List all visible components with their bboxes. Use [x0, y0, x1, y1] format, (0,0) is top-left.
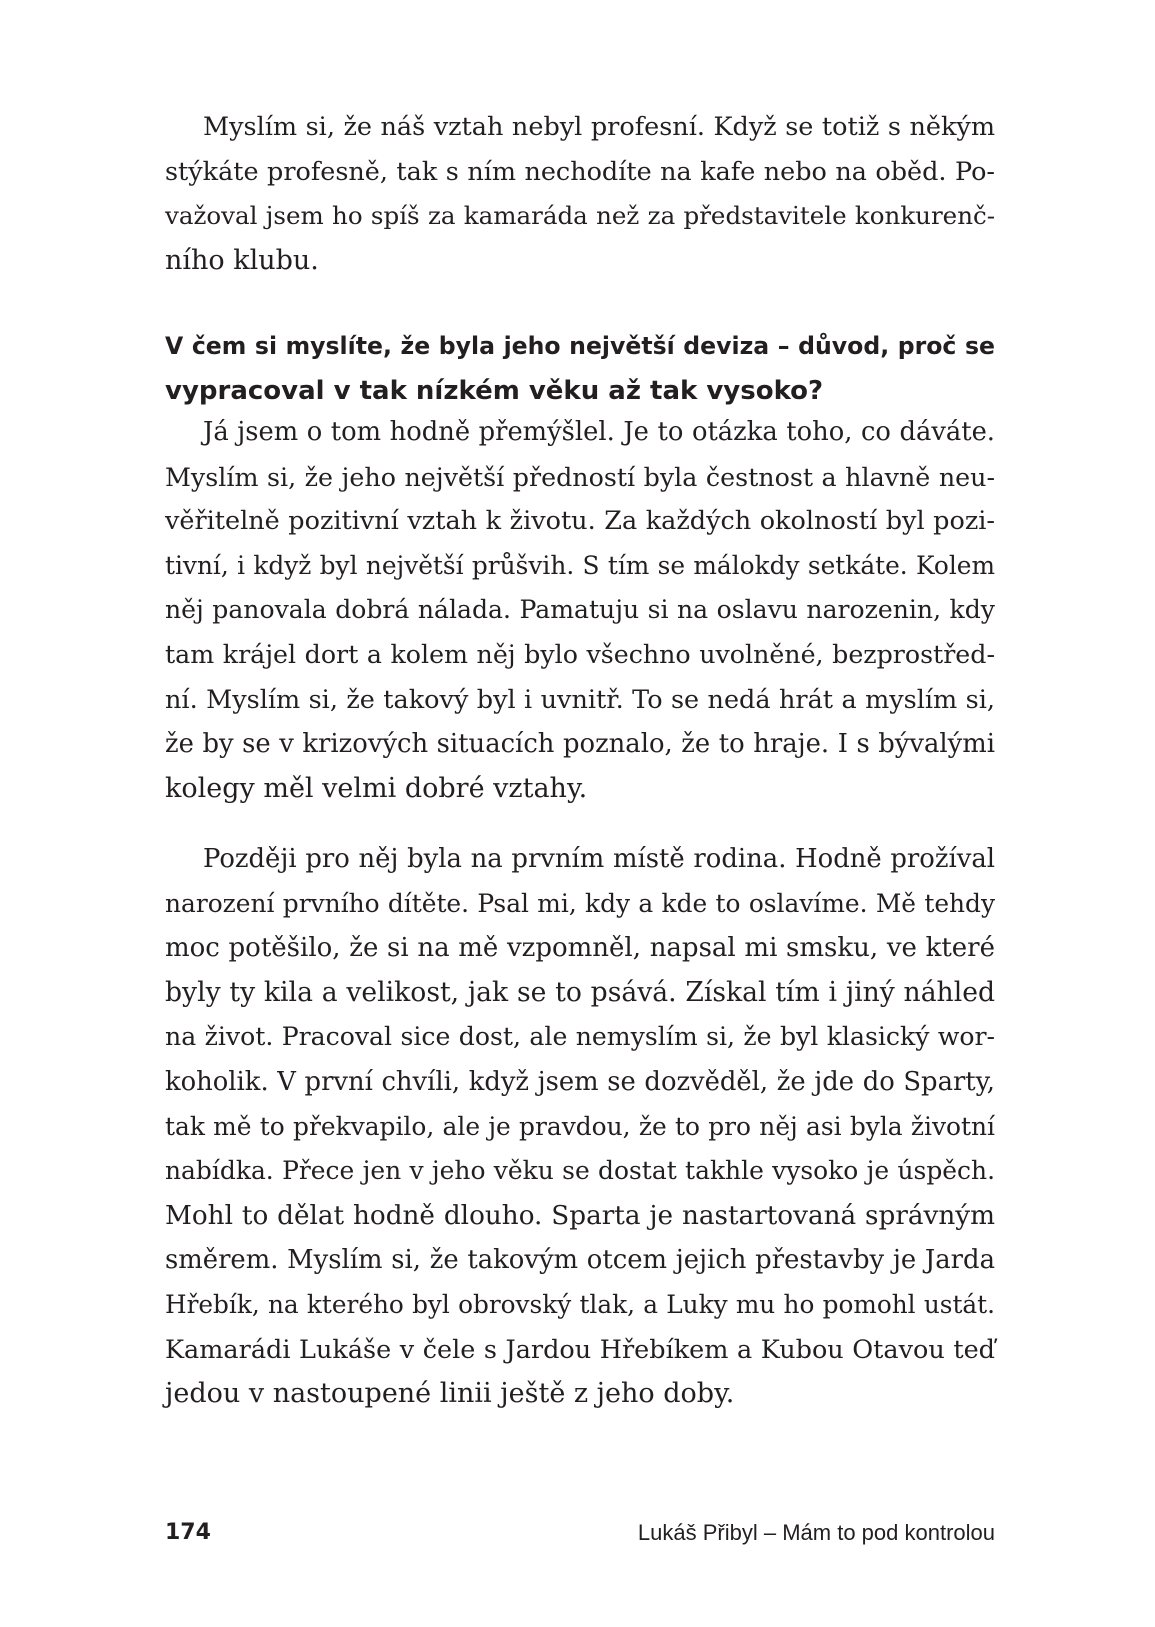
page-number: 174 — [165, 1520, 211, 1545]
text-line: věřitelně pozitivní vztah k životu. Za každých okolností byl pozi- — [165, 506, 995, 537]
text-line: Hřebík, na kterého byl obrovský tlak, a Luky mu ho pomohl ustát. — [165, 1289, 995, 1319]
text-line: stýkáte profesně, tak s ním nechodíte na kafe nebo na oběd. Po- — [165, 156, 995, 187]
text-line: Já jsem o tom hodně přemýšlel. Je to otázka toho, co dáváte. — [203, 417, 995, 447]
text-line: Později pro něj byla na prvním místě rodina. Hodně prožíval — [203, 844, 995, 874]
text-line: že by se v krizových situacích poznalo, že to hraje. I s bývalými — [165, 729, 995, 760]
text-line: kolegy měl velmi dobré vztahy. — [165, 772, 588, 804]
text-line: tam krájel dort a kolem něj bylo všechno uvolněné, bezprostřed- — [165, 639, 995, 669]
text-line: nabídka. Přece jen v jeho věku se dostat takhle vysoko je úspěch. — [165, 1156, 995, 1186]
text-line: ního klubu. — [165, 244, 319, 276]
interview-question — [165, 324, 995, 413]
question-line: V čem si myslíte, že byla jeho největší deviza – důvod, proč se — [165, 332, 995, 360]
text-line: koholik. V první chvíli, když jsem se dozvěděl, že jde do Sparty, — [165, 1066, 995, 1097]
text-line: tak mě to překvapilo, ale je pravdou, že to pro něj asi byla životní — [165, 1111, 995, 1141]
text-line: Myslím si, že náš vztah nebyl profesní. Když se totiž s někým — [203, 112, 995, 142]
text-line: něj panovala dobrá nálada. Pamatuju si na oslavu narozenin, kdy — [165, 595, 995, 625]
text-line: tivní, i když byl největší průšvih. S tím se málokdy setkáte. Kolem — [165, 550, 995, 580]
running-footer-title: Lukáš Přibyl – Mám to pod kontrolou — [637, 1520, 995, 1545]
paragraph-2 — [165, 410, 995, 811]
text-line: Mohl to dělat hodně dlouho. Sparta je nastartovaná správným — [165, 1200, 995, 1231]
text-line: važoval jsem ho spíš za kamaráda než za představitele konkurenč- — [165, 201, 995, 231]
text-line: byly ty kila a velikost, jak se to psává. Získal tím i jiný náhled — [165, 976, 995, 1008]
text-line: moc potěšilo, že si na mě vzpomněl, napsal mi smsku, ve které — [165, 933, 995, 964]
text-line: Myslím si, že jeho největší předností byla čestnost a hlavně neu- — [165, 461, 995, 492]
text-line: na život. Pracoval sice dost, ale nemyslím si, že byl klasický wor- — [165, 1022, 995, 1052]
text-line: Kamarádi Lukáše v čele s Jardou Hřebíkem a Kubou Otavou teď — [165, 1334, 995, 1365]
paragraph-1 — [165, 105, 995, 283]
question-line: vypracoval v tak nízkém věku až tak vysoko? — [165, 375, 824, 406]
text-line: narození prvního dítěte. Psal mi, kdy a kde to oslavíme. Mě tehdy — [165, 888, 995, 918]
paragraph-3 — [165, 837, 995, 1417]
text-line: ní. Myslím si, že takový byl i uvnitř. To se nedá hrát a myslím si, — [165, 684, 995, 715]
text-line: jedou v nastoupené linii ještě z jeho doby. — [165, 1378, 735, 1410]
text-line: směrem. Myslím si, že takovým otcem jejich přestavby je Jarda — [165, 1245, 995, 1276]
